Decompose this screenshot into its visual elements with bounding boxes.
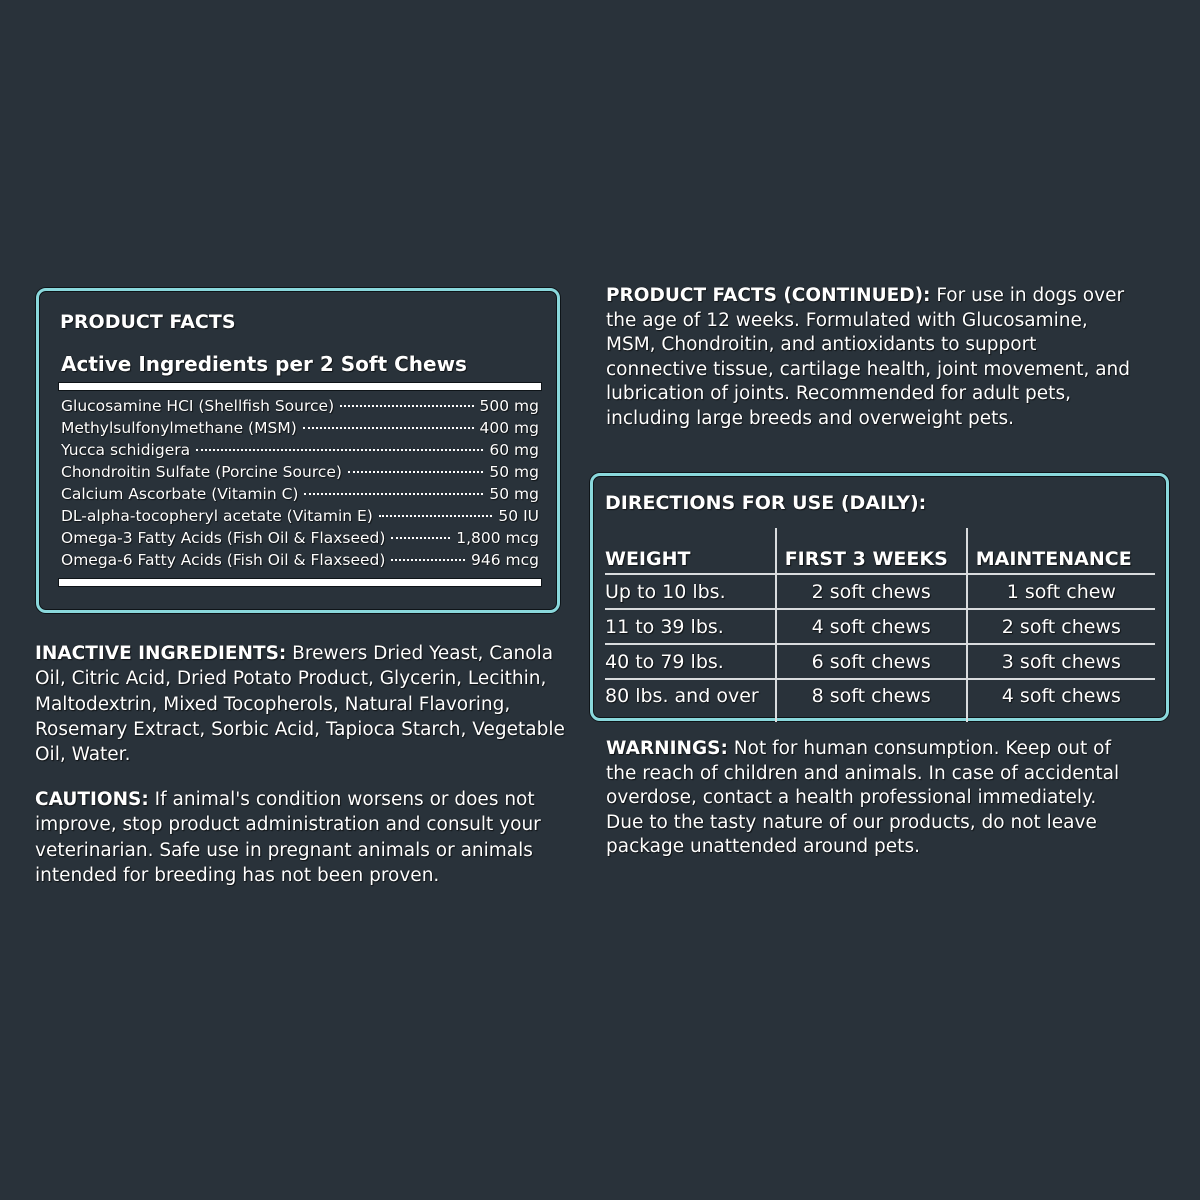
ingredient-row: [61, 485, 539, 507]
cautions-section: [35, 787, 575, 888]
dot-leader: [196, 449, 483, 451]
warnings-section: [606, 737, 1126, 860]
dot-leader: [340, 405, 473, 407]
ingredient-name: Omega-3 Fatty Acids (Fish Oil & Flaxseed): [61, 529, 386, 547]
warnings-text: Not for human consumption. Keep out of the reach of children and animals. In case of accidental overdose, contact a health professional immediately. Due to the tasty nature of our products, do not leave package unattended around pets.: [606, 738, 1120, 857]
ingredient-name: Methylsulfonylmethane (MSM): [61, 419, 297, 437]
inactive-ingredients-text: Brewers Dried Yeast, Canola Oil, Citric Acid, Dried Potato Product, Glycerin, Lecithin, Maltodextrin, Mixed Tocopherols, Natural Flavoring, Rosemary Extract, Sorbic Acid, Tapioca Starch, Vegetable Oil, Water.: [35, 643, 565, 766]
active-ingredients-heading: Active Ingredients per 2 Soft Chews: [61, 352, 467, 376]
directions-table: [605, 528, 1155, 722]
product-facts-continued-text: For use in dogs over the age of 12 weeks. Formulated with Glucosamine, MSM, Chondroitin, and antioxidants to support connective tissue, cartilage health, joint movement, and lubrication of joints. Recommended for adult pets, including large breeds and overweight pets.: [606, 285, 1131, 429]
ingredient-name: Yucca schidigera: [61, 441, 191, 459]
maintenance-cell: 4 soft chews: [967, 679, 1155, 722]
first-3-weeks-cell: 2 soft chews: [776, 574, 967, 609]
weight-cell: 11 to 39 lbs.: [605, 609, 776, 644]
ingredient-amount: 60 mg: [489, 441, 539, 459]
inactive-ingredients-section: [35, 641, 583, 767]
directions-title: DIRECTIONS FOR USE (DAILY):: [605, 492, 927, 514]
weight-cell: Up to 10 lbs.: [605, 574, 776, 609]
ingredient-row: [61, 507, 539, 529]
ingredient-amount: 50 IU: [498, 507, 539, 525]
ingredient-amount: 1,800 mcg: [456, 529, 539, 547]
product-facts-continued-section: [606, 284, 1136, 431]
first-3-weeks-cell: 8 soft chews: [776, 679, 967, 722]
maintenance-cell: 3 soft chews: [967, 644, 1155, 679]
ingredient-amount: 500 mg: [479, 397, 539, 415]
first-3-weeks-cell: 6 soft chews: [776, 644, 967, 679]
dot-leader: [391, 537, 450, 539]
ingredient-name: Calcium Ascorbate (Vitamin C): [61, 485, 299, 503]
column-header-first-3-weeks: FIRST 3 WEEKS: [776, 528, 967, 574]
active-ingredients-list: [61, 397, 539, 573]
maintenance-cell: 2 soft chews: [967, 609, 1155, 644]
weight-cell: 80 lbs. and over: [605, 685, 759, 707]
product-facts-panel: [36, 288, 560, 613]
cautions-label: CAUTIONS:: [35, 789, 149, 810]
divider-bar: [59, 579, 541, 586]
product-facts-title: PRODUCT FACTS: [60, 311, 236, 333]
directions-panel: [590, 473, 1169, 721]
ingredient-amount: 946 mcg: [471, 551, 539, 569]
maintenance-cell: 1 soft chew: [967, 574, 1155, 609]
ingredient-row: [61, 419, 539, 441]
dot-leader: [379, 515, 493, 517]
table-row: [605, 679, 1155, 722]
ingredient-row: [61, 529, 539, 551]
dot-leader: [348, 471, 483, 473]
dot-leader: [304, 493, 483, 495]
ingredient-name: DL-alpha-tocopheryl acetate (Vitamin E): [61, 507, 373, 525]
ingredient-row: [61, 397, 539, 419]
weight-cell: 40 to 79 lbs.: [605, 644, 776, 679]
cautions-text: If animal's condition worsens or does not improve, stop product administration and consult your veterinarian. Safe use in pregnant animals or animals intended for breeding has not been proven.: [35, 789, 541, 886]
inactive-ingredients-label: INACTIVE INGREDIENTS:: [35, 643, 287, 664]
table-row: [605, 574, 1155, 609]
ingredient-row: [61, 441, 539, 463]
ingredient-row: [61, 463, 539, 485]
dot-leader: [391, 559, 465, 561]
first-3-weeks-cell: 4 soft chews: [776, 609, 967, 644]
table-header-row: [605, 528, 1155, 574]
column-header-maintenance: MAINTENANCE: [967, 528, 1155, 574]
warnings-label: WARNINGS:: [606, 738, 728, 759]
ingredient-amount: 50 mg: [489, 463, 539, 481]
ingredient-amount: 50 mg: [489, 485, 539, 503]
ingredient-name: Glucosamine HCI (Shellfish Source): [61, 397, 335, 415]
table-row: [605, 644, 1155, 679]
divider-bar: [59, 383, 541, 390]
column-header-weight: WEIGHT: [605, 528, 776, 574]
product-facts-continued-label: PRODUCT FACTS (CONTINUED):: [606, 285, 931, 306]
ingredient-row: [61, 551, 539, 573]
ingredient-amount: 400 mg: [479, 419, 539, 437]
ingredient-name: Chondroitin Sulfate (Porcine Source): [61, 463, 342, 481]
table-row: [605, 609, 1155, 644]
dot-leader: [303, 427, 474, 429]
ingredient-name: Omega-6 Fatty Acids (Fish Oil & Flaxseed): [61, 551, 386, 569]
